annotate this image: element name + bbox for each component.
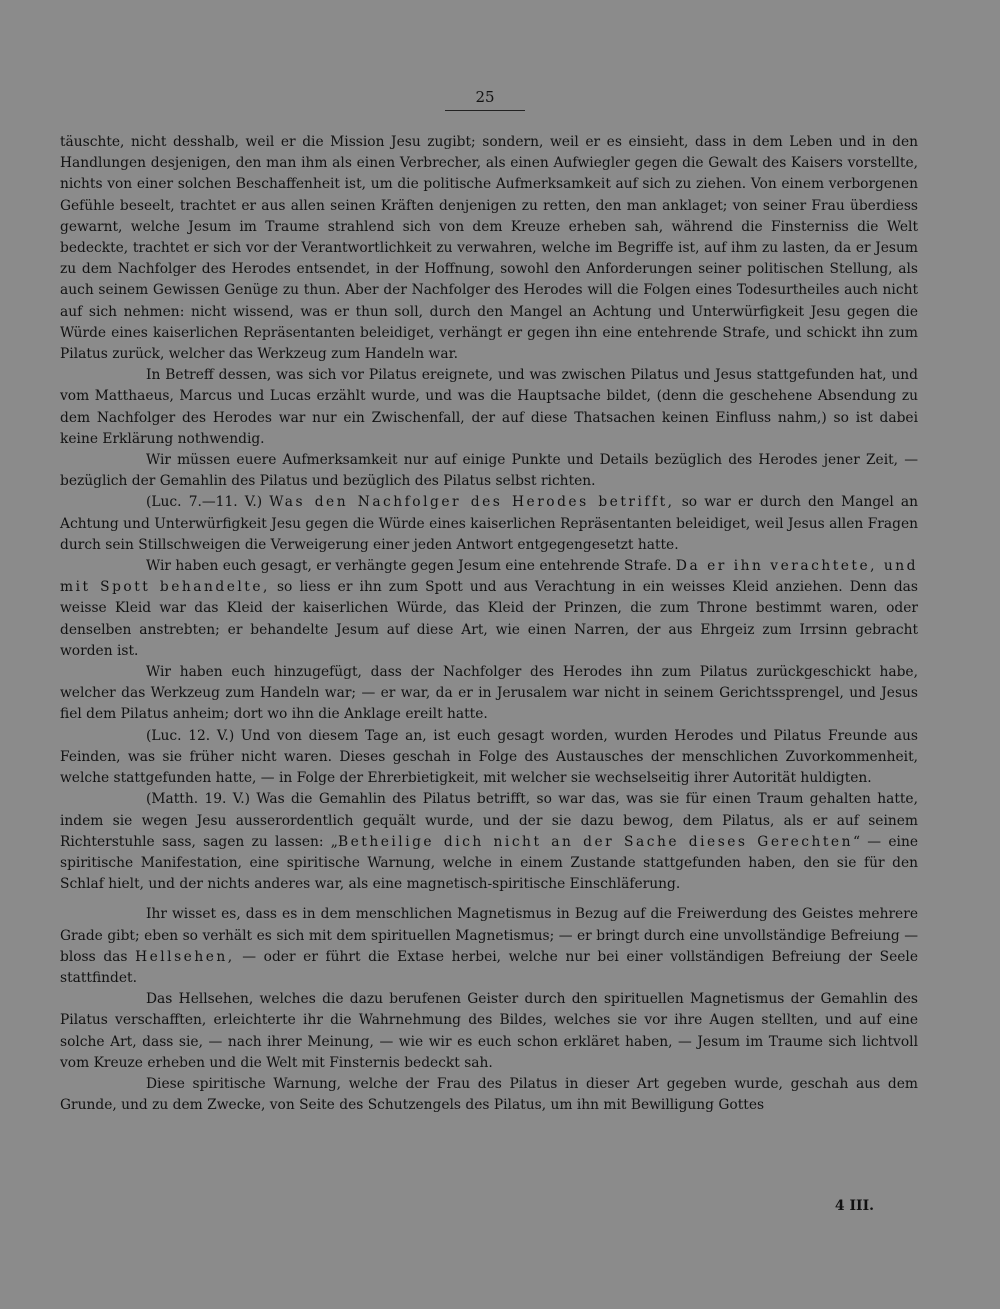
paragraph [60, 904, 918, 989]
paragraph [60, 989, 918, 1074]
paragraph [60, 726, 918, 790]
text-run: Wir haben euch hinzugefügt, dass der Nachfolger des Herodes ihn zum Pilatus zurückgeschickt habe, welcher das Werkzeug zum Handeln war; — er war, da er in Jerusalem war nicht in seinem Gerichtssprengel, und Jesus fiel dem Pilatus anheim; dort wo ihn die Anklage ereilt hatte. [60, 664, 918, 723]
text-run: In Betreff dessen, was sich vor Pilatus ereignete, und was zwischen Pilatus und Jesus stattgefunden hat, und vom Matthaeus, Marcus und Lucas erzählt wurde, und was die Hauptsache bildet, (denn die geschehene Absendung zu dem Nachfolger des Herodes war nur ein Zwischenfall, der auf diese Thatsachen keinen Einfluss nahm,) so ist dabei keine Erklärung nothwendig. [60, 367, 918, 447]
signature-mark: 4 III. [834, 1198, 874, 1214]
paragraph [60, 662, 918, 726]
body-text [60, 132, 918, 1116]
text-run: täuschte, nicht desshalb, weil er die Mission Jesu zugibt; sondern, weil er es einsieht, dass in dem Leben und in den Handlungen desjenigen, den man ihm als einen Verbrecher, als einen Aufwiegler gegen die Gewalt des Kaisers vorstellte, nichts von einer solchen Beschaffenheit ist, um die politische Aufmerksamkeit auf sich zu ziehen. Von einem verborgenen Gefühle beseelt, trachtet er aus allen seinen Kräften denjenigen zu retten, den man anklaget; von seiner Frau überdiess gewarnt, welche Jesum im Traume strahlend sich von dem Kreuze erheben sah, während die Finsterniss die Welt bedeckte, trachtet er sich vor der Verantwortlichkeit zu verwahren, welche im Begriffe ist, auf ihm zu lasten, da er Jesum zu dem Nachfolger des Herodes entsendet, in der Hoffnung, sowohl den Anforderungen seiner politischen Stellung, als auch seinem Gewissen Genüge zu thun. Aber der Nachfolger des Herodes will die Folgen eines Todesurtheiles auch nicht auf sich nehmen: nicht wissend, was er thun soll, durch den Mangel an Achtung und Unterwürfigkeit Jesu gegen die Würde eines kaiserlichen Repräsentanten beleidiget, verhängt er gegen ihn eine entehrende Strafe, und schickt ihn zum Pilatus zurück, welcher das Werkzeug zum Handeln war. [60, 134, 918, 363]
text-run: so liess er ihn zum Spott und aus Verachtung in ein weisses Kleid anziehen. Denn das weisse Kleid war das Kleid der kaiserlichen Würde, das Kleid der Prinzen, die zum Throne bestimmt waren, oder denselben anstrebten; er behandelte Jesum auf diese Art, wie einen Narren, der aus Ehrgeiz zum Irrsinn gebracht worden ist. [60, 579, 918, 659]
paragraph [60, 365, 918, 450]
text-run: (Matth. 19. V.) Was die Gemahlin des Pilatus betrifft, so war das, was sie für einen Traum gehalten hatte, indem sie wegen Jesu ausserordentlich gequält wurde, und der sie dazu bewog, dem Pilatus, als er auf seinem Richterstuhle sass, sagen zu lassen: „ [60, 791, 918, 850]
text-run: “ — eine spiritische Manifestation, eine spiritische Warnung, welche in einem Zustande stattgefunden haben, den sie für den Schlaf hielt, und der nichts anderes war, als eine magnetisch-spiritische Einschläferung. [60, 833, 918, 893]
text-run: Diese spiritische Warnung, welche der Frau des Pilatus in dieser Art gegeben wurde, geschah aus dem Grunde, und zu dem Zwecke, von Seite des Schutzengels des Pilatus, um ihn mit Bewilligung Gottes [60, 1075, 918, 1114]
text-run: Wir haben euch gesagt, er verhängte gegen Jesum eine entehrende Strafe. [146, 558, 676, 575]
paragraph [60, 492, 918, 556]
text-run: Wir müssen euere Aufmerksamkeit nur auf einige Punkte und Details bezüglich des Herodes jener Zeit, — bezüglich der Gemahlin des Pilatus und bezüglich des Pilatus selbst richten. [60, 452, 918, 490]
text-run: (Luc. 12. V.) Und von diesem Tage an, ist euch gesagt worden, wurden Herodes und Pilatus Freunde aus Feinden, was sie früher nicht waren. Dieses geschah in Folge des Austausches der menschlichen Zuvorkommenheit, welche stattgefunden hatte, — in Folge der Ehrerbietigkeit, mit welcher sie wechselseitig ihrer Autorität huldigten. [60, 727, 918, 787]
text-run: Ihr wisset es, dass es in dem menschlichen Magnetismus in Bezug auf die Freiwerdung des Geistes mehrere Grade gibt; eben so verhält es sich mit dem spirituellen Magnetismus; — er bringt durch eine unvollständige Befreiung — bloss das [60, 906, 918, 965]
text-run: so war er durch den Mangel an Achtung und Unterwürfigkeit Jesu gegen die Würde eines kaiserlichen Repräsentanten beleidiget, weil Jesus allen Fragen durch sein Stillschweigen die Verweigerung einer jeden Antwort entgegengesetzt hatte. [60, 494, 919, 553]
paragraph [60, 450, 918, 492]
paragraph [60, 1074, 918, 1116]
header-rule [445, 110, 525, 111]
paragraph [60, 132, 918, 365]
paragraph [60, 789, 918, 895]
spaced-emphasis: Hellsehen, [135, 948, 235, 965]
spaced-emphasis: Was den Nachfolger des Herodes betrifft, [269, 494, 675, 511]
paragraph [60, 556, 918, 662]
spaced-emphasis: Betheilige dich nicht an der Sache dieses Gerechten [337, 833, 853, 850]
text-run: — oder er führt die Extase herbei, welche nur bei einer vollständigen Befreiung der Seele stattfindet. [60, 948, 918, 986]
page-number: 25 [475, 88, 495, 106]
spaced-emphasis: Da er ihn verachtete, und mit Spott behandelte, [60, 558, 919, 596]
text-run: (Luc. 7.—11. V.) [146, 494, 270, 511]
text-run: Das Hellsehen, welches die dazu berufenen Geister durch den spirituellen Magnetismus der Gemahlin des Pilatus verschafften, erleichterte ihr die Wahrnehmung des Bildes, welches sie vor ihre Augen stellten, und auf eine solche Art, dass sie, — nach ihrer Meinung, — wie wir es euch schon erkläret haben, — Jesum im Traume sich lichtvoll vom Kreuze erheben und die Welt mit Finsternis bedeckt sah. [60, 991, 918, 1071]
